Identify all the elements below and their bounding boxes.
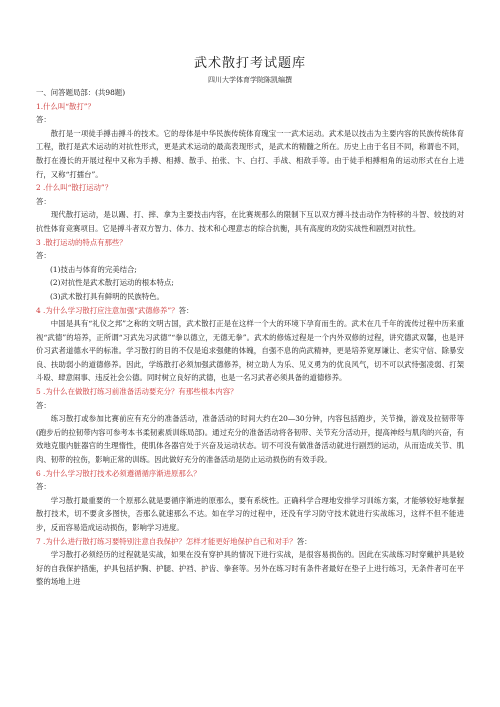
answer-label: 答： [36,400,51,410]
question-5-line [36,385,464,399]
answer-label: 答： [36,115,51,125]
answer-label: 答： [36,196,51,206]
question-1: 1.什么叫“散打”？ [36,101,95,111]
document-title: 武术散打考试题库 [193,56,306,71]
question-2: 2 .什么叫“散打运动”？ [36,183,113,193]
answer-label: 答： [36,482,51,492]
section-heading: 一、问答题局部：(共98题) [36,88,126,97]
answer-paragraph-4: 中国是具有“礼仪之邦”之称的文明古国，武术散打正是在这样一个大的环境下孕育而生的。武术在几千年的流传过程中历来重视“武德”的培养，正所谓“习武先习武德”“拳以德立，无德无拳”。武术的修炼过程是一个内外双修的过程，讲究德武双馨，也是评价习武者道德水平的标准。学习散打的目的不仅是追求强健的体魄，自强不息的尚武精神，更是培养宽厚谦让、老实守信、除暴安良、扶助弱小的道德修养。因此，学练散打必须加强武德修养，树立助人为乐、见义勇为的优良风气，切不可以武恃强凌弱、打架斗殴、肆意闹事、违反社会公德。同时树立良好的武德，也是一名习武者必须具备的道德修养。 [36,319,464,383]
question-6: 6 .为什么学习散打技术必须遵循循序渐进原那么？ [36,468,201,478]
document-body [36,86,464,589]
question-5: 5 .为什么在做散打练习前准备活动要充分？有那些根本内容？ [36,387,238,397]
answer-paragraph-5: 练习散打或参加比赛前应有充分的准备活动，准备活动的时间大约在20—30分钟，内容包括跑步，关节操，游戏及拉韧带等(跑步后的拉韧带内容可参考本书柔韧素质训练局部)。通过充分的准备活动将各韧带、关节充分活动开，提高神经与肌肉的兴奋，有效地克服内脏器官的生理惰性，使肌体各器官处于兴奋及运动状态。切不可没有做准备活动就进行剧烈的运动，从而造成关节、肌肉、韧带的拉伤，影响正常的训练。因此做好充分的准备活动是防止运动损伤的有效手段。 [36,414,464,465]
list-item: (1)技击与体育的完美结合; [50,264,137,274]
question-7: 7 .为什么进行散打练习要特别注意自我保护？怎样才能更好地保护自己和对手？ [36,536,297,546]
answer-label: 答： [178,305,194,315]
answer-paragraph-7: 学习散打必须经历的过程就是实战，如果在没有穿护具的情况下进行实战，是很容易损伤的。因此在实战练习时穿戴护具是较好的自我保护措施，护具包括护胸、护腿、护裆、护齿、拳套等。另外在练习时有条件者最好在垫子上进行练习，无条件者可在平整的场地上进 [36,550,464,587]
answer-paragraph-6: 学习散打最重要的一个原那么就是要循序渐进的原那么，要有系统性。正确科学合理地安排学习训练方案，才能够较好地掌握散打技术，切不要贪多图快，否那么就速那么不达。如在学习的过程中，还没有学习防守技术就进行实战练习，这样不但不能进步，反而容易造成运动损伤，影响学习进度。 [36,495,464,532]
answer-label: 答： [36,251,51,261]
list-item: (3)武术散打具有鲜明的民族特色。 [50,291,164,301]
answer-label: 答： [296,536,312,546]
question-7-line [36,535,464,549]
answer-paragraph-2: 现代散打运动，是以踢、打、摔、拿为主要技击内容，在比赛规那么的限制下互以双方搏斗技击动作为特移的斗智、较技的对抗性体育竞赛项目。它是搏斗者双方智力、体力、技术和心理意志的综合抗衡，具有高度的攻防实战性和剧烈对抗性。 [36,210,464,233]
question-3: 3 .散打运动的特点有那些？ [36,237,127,247]
list-item: (2)对抗性是武术散打运动的根本特点; [50,278,174,288]
document-author: 四川大学体育学院陈凯编撰 [208,76,292,84]
answer-paragraph-1: 散打是一项徒手搏击搏斗的技术。它的母体是中华民族传统体育瑰宝一一武术运动。武术是以技击为主要内容的民族传统体育工程，散打是武术运动的对抗性形式，更是武术运动的最高表现形式，是武术的精髓之所在。历史上由于名目不同，称谓也不同，散打在漫长的开展过程中又称为手搏、相搏、散手、拍张、卞、白打、手战、相敌手等。由于徒手相搏相角的运动形式在台上进行，又称“打擂台”。 [36,128,464,179]
question-4-line [36,304,464,318]
question-4: 4 .为什么学习散打应注意加强“武德修养”？ [36,305,179,315]
